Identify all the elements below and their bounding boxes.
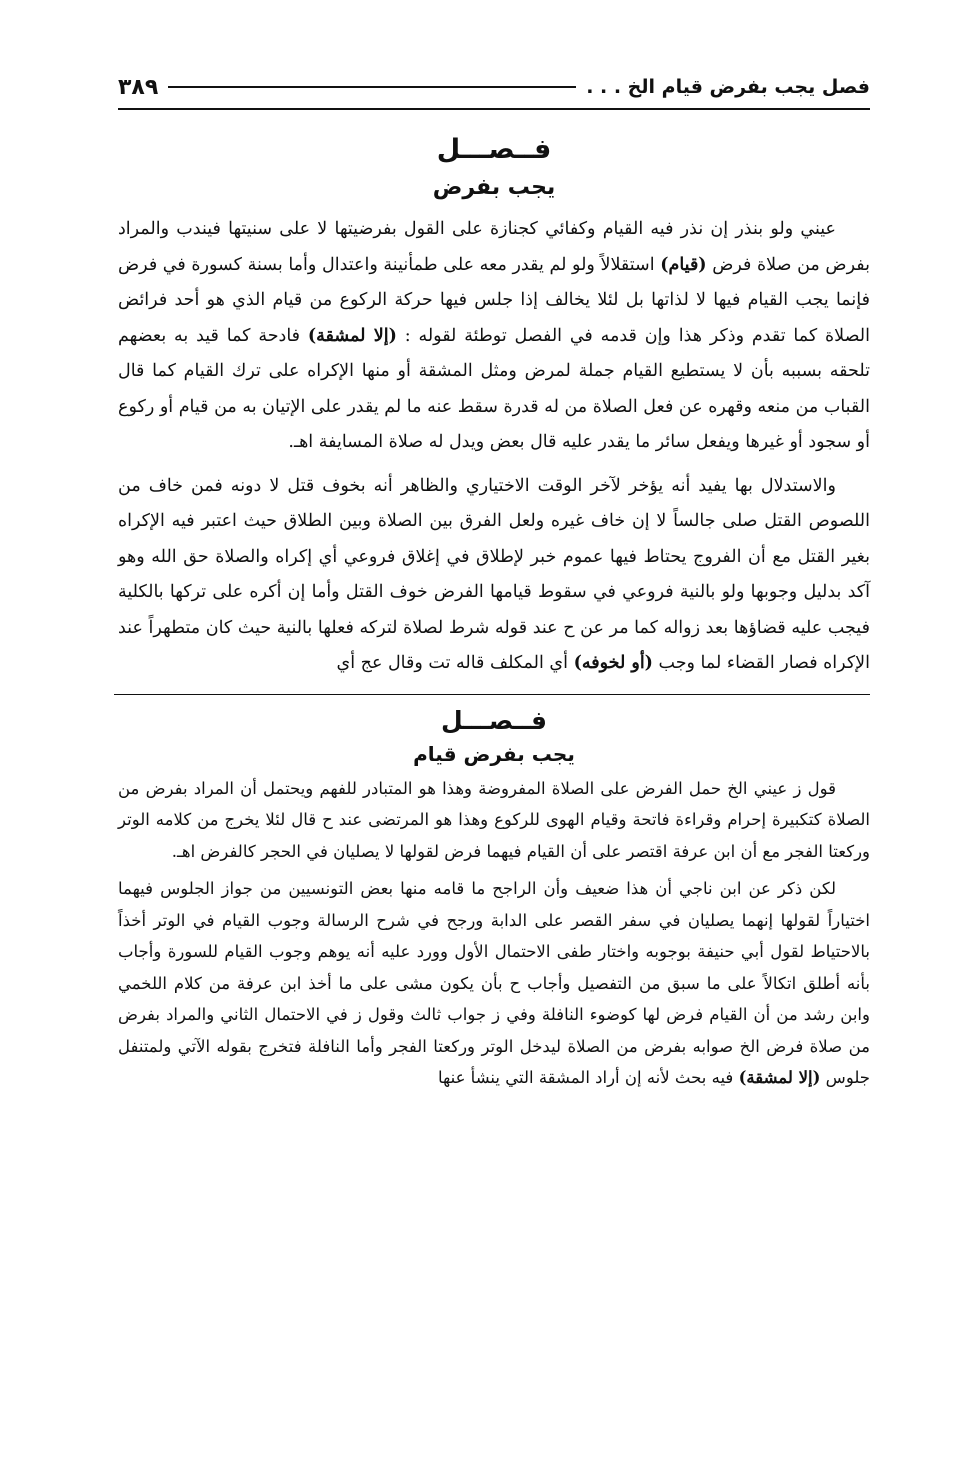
page-number: ٣٨٩ [118, 74, 159, 100]
text-line: لإطلاق في إغلاق فروعي أي إكراه والصلاة حق الله وهو آكد بدليل وجوبها ولو بالنية [118, 546, 870, 602]
text-line: فتخرج بقوله الآتي ولمتنفل جلوس [118, 1036, 870, 1087]
text-line: ومثل المشقة أو منها الإكراه على ترك القيام كما قال القباب من منعه وقهره عن فعل الصلاة [118, 361, 870, 417]
section-subheading: يجب بفرض [432, 175, 556, 200]
commentary-heading: فــصـــل [440, 705, 548, 735]
text-line: من له قدرة سقط عنه ما لم يقدر على الإتيان به من قيام أو ركوع أو سجود أو غيرها ويفعل [118, 396, 870, 452]
text-line: أن المراد بفرض من الصلاة كتكبيرة إحرام وقراءة فاتحة وقيام الهوى للركوع وهذا هو [118, 778, 870, 829]
main-paragraph-1 [118, 212, 870, 461]
header-rule [118, 108, 870, 110]
matn-term: (أو لخوفه) [573, 653, 653, 673]
text-line: قول ز عيني الخ حمل الفرض على الصلاة المفروضة وهذا هو المتبادر للفهم ويحتمل [263, 778, 836, 798]
text-line: والاستدلال بها يفيد أنه يؤخر لآخر الوقت الاختياري والظاهر أنه بخوف قتل لا [269, 475, 836, 496]
text-line: الركوع من قيام الذي هو أحد فرائض الصلاة كما تقدم وذكر هذا وإن قدمه في الفصل توطئة [118, 290, 870, 346]
text-line: قضاؤها بعد زواله كما مر عن ح عند قوله شرط لصلاة لتركه فعلها بالنية حيث كان [205, 617, 786, 638]
matn-term: (إلا لمشقة) [307, 325, 397, 346]
text-line: دونه فمن خاف من اللصوص القتل صلى جالساً لا إن خاف غيره ولعل الفرق بين الصلاة [118, 475, 870, 531]
text-line: لقوله : [404, 325, 457, 346]
text-line: فروعي في سقوط قيامها الفرض خوف القتل وأما إن أكره على تركها بالكلية فيجب عليه [118, 582, 870, 638]
text-line: الأول وورد عليه أنه يوهم وجوب القيام للسورة وأجاب بأنه أطلق اتكالاً على ما سبق من [118, 942, 870, 993]
text-line: سائر ما يقدر عليه قال بعض ويدل له صلاة المسايفة اهـ. [288, 432, 691, 452]
text-line: بفرض من صلاة فرض الخ صوابه بفرض من الصلاة ليدخل الوتر وركعتا الفجر وأما النافلة [118, 1005, 870, 1056]
text-line: لكن ذكر عن ابن ناجي أن هذا ضعيف وأن الراجح ما قامه منها بعض التونسيين من [259, 879, 836, 898]
page-header [118, 70, 870, 104]
text-line: التفصيل وأجاب ح بأن يكون مشى على ما أخذ ابن عرفة من كلام اللخمي وابن رشد من أن [118, 973, 870, 1024]
text-line: عيني ولو بنذر إن نذر فيه القيام وكفائي كجنازة على القول بفرضيتها لا على سنيتها [228, 219, 836, 239]
text-line: استقلالاً ولو لم يقدر معه على طمأنينة واعتدال [322, 254, 655, 275]
text-line: القيام فيهما فرض لقولها لا يصليان في الحجر كالفرض اهـ. [171, 841, 565, 861]
running-title: فصل يجب بفرض قيام الخ . . . [586, 76, 870, 98]
text-line: متطهراً عند الإكراه فصار القضاء لما وجب [118, 617, 870, 673]
text-line: الرسالة وجوب القيام في الوتر أخذاً بالاحتياط لقول أبي حنيفة بوجوبه واختار طفى الاحتمال [118, 910, 870, 961]
main-text [118, 130, 870, 682]
commentary-paragraph-2 [118, 873, 870, 1094]
header-leader-line [168, 86, 576, 88]
text-line: فادحة كما قيد به بعضهم تلحقه بسببه بأن لا يستطيع القيام جملة لمرض [118, 325, 870, 381]
text-line: جواز الجلوس فيهما اختياراً لقولها إنهما يصليان في سفر القصر على الدابة ورجح في شرح [118, 879, 870, 930]
text-line: القيام فرض لها كوضوء النافلة وفي ز جواب ثالث وقول ز في الاحتمال الثاني والمراد [166, 1005, 748, 1024]
commentary-text [118, 703, 870, 1094]
commentary-subheading: يجب بفرض قيام [413, 741, 575, 766]
text-line: وأما بسنة كسورة في فرض فإنما يجب القيام فيها لا لذاتها بل لئلا يخالف إذا جلس فيها حركة [118, 254, 870, 310]
text-line: فيه بحث لأنه إن أراد المشقة التي ينشأ عنها [437, 1068, 734, 1087]
matn-term: (قيام) [660, 254, 707, 275]
text-line: المرتضى عند ح قال لئلا يخرج من كلامه الوتر وركعتا الفجر مع أن ابن عرفة اقتصر على أن [118, 810, 870, 861]
book-page [118, 70, 870, 1477]
text-line: وبين الطلاق حيث اعتبر فيه الإكراه بغير القتل مع أن الفروج يحتاط فيها عموم خبر [118, 511, 870, 567]
matn-term: (إلا لمشقة) [738, 1068, 821, 1087]
text-line: أي المكلف قاله تت وقال عج أي [336, 653, 568, 673]
main-paragraph-2 [118, 469, 870, 682]
section-heading: فــصـــل [436, 134, 552, 165]
commentary-separator [114, 694, 870, 695]
text-line: فيندب والمراد بفرض من صلاة فرض [118, 219, 870, 275]
commentary-paragraph-1 [118, 773, 870, 868]
